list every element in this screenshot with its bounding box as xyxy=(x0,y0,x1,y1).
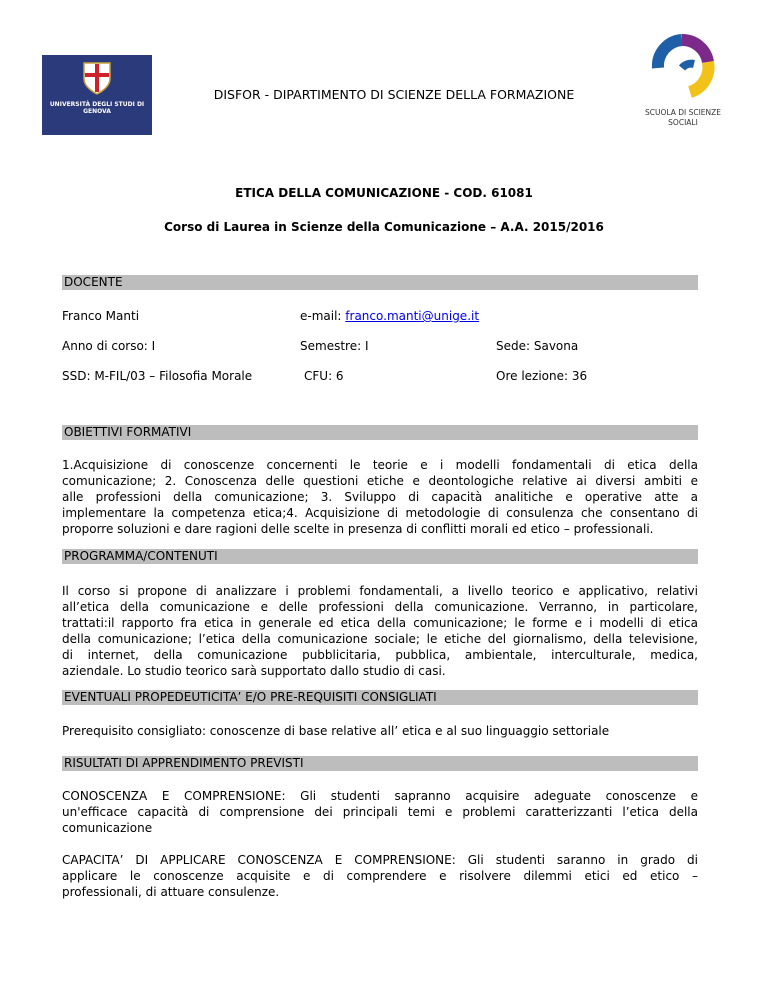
university-name: UNIVERSITÀ DEGLI STUDI DI GENOVA xyxy=(49,101,145,115)
risultati-line: professionali, di attuare consulenze. xyxy=(62,885,280,899)
obiettivi-line: implementare la competenza etica;4. Acquisizione di metodologie di consulenza che consentano di xyxy=(62,506,698,520)
programma-line: Il corso si propone di analizzare i problemi fondamentali, a livello teorico e applicativo, relativi xyxy=(62,584,698,598)
docente-name: Franco Manti xyxy=(62,309,140,323)
anno-di-corso: Anno di corso: I xyxy=(62,339,156,353)
obiettivi-line: 1.Acquisizione di conoscenze concernenti le teorie e i modelli fondamentali di etica della xyxy=(62,458,698,472)
docente-email: e-mail: franco.manti@unige.it xyxy=(300,309,480,323)
section-propedeuticita-heading: EVENTUALI PROPEDEUTICITA’ E/O PRE-REQUISITI CONSIGLIATI xyxy=(62,690,698,705)
programma-line: trattati:il rapporto fra etica in generale ed etica della comunicazione; le forme e i modelli di etica xyxy=(62,616,698,630)
programma-text xyxy=(62,583,698,679)
school-logo xyxy=(638,28,728,138)
ssd: SSD: M-FIL/03 – Filosofia Morale xyxy=(62,369,253,383)
section-obiettivi-heading: OBIETTIVI FORMATIVI xyxy=(62,425,698,440)
cfu: CFU: 6 xyxy=(304,369,344,383)
section-docente-heading: DOCENTE xyxy=(62,275,698,290)
disfor-logo: DISFor xyxy=(72,122,121,137)
risultati-line: CONOSCENZA E COMPRENSIONE: Gli studenti sapranno acquisire adeguate conoscenze e xyxy=(62,789,698,803)
ore-lezione: Ore lezione: 36 xyxy=(496,369,588,383)
semestre: Semestre: I xyxy=(300,339,369,353)
course-degree: Corso di Laurea in Scienze della Comunicazione – A.A. 2015/2016 xyxy=(164,220,604,234)
email-link[interactable]: franco.manti@unige.it xyxy=(345,309,480,323)
programma-line: all’etica della comunicazione e delle professioni della comunicazione. Verranno, in particolare, xyxy=(62,600,698,614)
school-emblem-icon xyxy=(638,28,728,106)
risultati-capacita-text xyxy=(62,852,698,900)
programma-line: aziendale. Lo studio teorico sarà supportato dallo studio di casi. xyxy=(62,664,446,678)
section-risultati-heading: RISULTATI DI APPRENDIMENTO PREVISTI xyxy=(62,756,698,771)
obiettivi-line: proporre soluzioni e dare ragioni delle scelte in presenza di conflitti morali ed etico – professionali. xyxy=(62,522,654,536)
risultati-line: CAPACITA’ DI APPLICARE CONOSCENZA E COMPRENSIONE: Gli studenti saranno in grado di xyxy=(62,853,698,867)
section-programma-heading: PROGRAMMA/CONTENUTI xyxy=(62,549,698,564)
risultati-conoscenza-text xyxy=(62,788,698,836)
programma-line: della comunicazione; l’etica della comunicazione sociale; le etiche del giornalismo, della televisione, xyxy=(62,632,698,646)
obiettivi-text xyxy=(62,457,698,537)
risultati-line: comunicazione xyxy=(62,821,153,835)
risultati-line: applicare le conoscenze acquisite e di comprendere e risolvere dilemmi etici ed etico – xyxy=(62,869,698,883)
sede: Sede: Savona xyxy=(496,339,579,353)
obiettivi-line: alle professioni della comunicazione; 3. Sviluppo di capacità analitiche e operative atte a xyxy=(62,490,698,504)
programma-line: di internet, della comunicazione pubblicitaria, pubblica, ambientale, interculturale, medica, xyxy=(62,648,698,662)
school-logo-caption: SCUOLA DI SCIENZE SOCIALI xyxy=(644,108,722,127)
course-title: ETICA DELLA COMUNICAZIONE - COD. 61081 xyxy=(235,186,533,200)
obiettivi-line: comunicazione; 2. Conoscenza delle questioni etiche e deontologiche relative ai diversi ambiti e xyxy=(62,474,698,488)
propedeuticita-text: Prerequisito consigliato: conoscenze di base relative all’ etica e al suo linguaggio settoriale xyxy=(62,724,610,738)
risultati-line: un'efficace capacità di comprensione dei principali temi e problemi caratterizzanti l’etica della xyxy=(62,805,698,819)
department-title: DISFOR - DIPARTIMENTO DI SCIENZE DELLA FORMAZIONE xyxy=(213,87,575,102)
